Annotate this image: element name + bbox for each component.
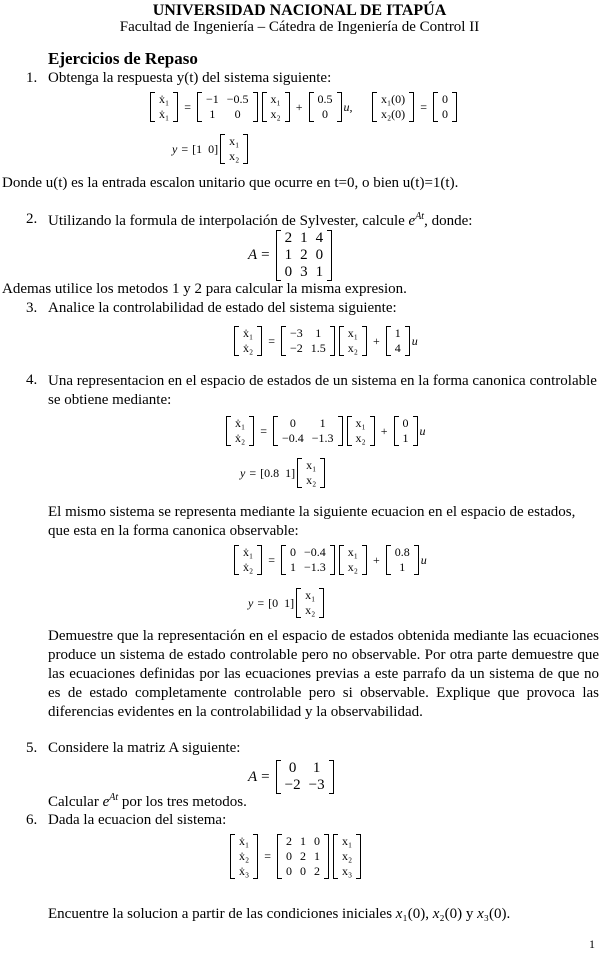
- ex1-note: Donde u(t) es la entrada escalon unitario que ocurre en t=0, o bien u(t)=1(t).: [2, 175, 459, 191]
- ex5-calc: Calcular $e^{At}$ por los tres metodos.: [48, 792, 247, 810]
- ex5-matrix-A: A = 0 1 −2 −3: [248, 760, 336, 794]
- ex4-text: Una representacion en el espacio de estados de un sistema en la forma canonica controlable se obtiene mediante:: [48, 373, 597, 408]
- ex4-observable-state: ẋ₁ ẋ₂ = 0 −0.4 1 −1.3 x₁ x₂ + 0.8 1 u: [232, 545, 427, 575]
- ex1-state-equation: ẋ₁ ẋ₁ = −1 −0.5 1 0 x₁ x₂ + 0.5 0 u,: [148, 92, 353, 122]
- ex2-note: Ademas utilice los metodos 1 y 2 para calcular la misma expresion.: [2, 281, 407, 297]
- ex4-mid-text: El mismo sistema se representa mediante la siguiente ecuacion en el espacio de estados, que esta en la forma canonica observable:: [48, 504, 576, 539]
- ex6-conclusion: Encuentre la solucion a partir de las condiciones iniciales x₁(0), x₂(0) y x₃(0).: [48, 906, 511, 922]
- faculty-subtitle: Facultad de Ingeniería – Cátedra de Ingeniería de Control II: [119, 19, 480, 35]
- ex3-number: 3.: [26, 300, 38, 316]
- ex1-initial-conditions: x₁(0) x₂(0) = 0 0: [370, 92, 459, 122]
- ex1-text: Obtenga la respuesta y(t) del sistema siguiente:: [48, 70, 332, 86]
- ex2-matrix-A: A = 2 1 4 1 2 0 0 3 1: [248, 230, 334, 281]
- ex5-text: Considere la matriz A siguiente:: [48, 740, 241, 756]
- ex1-output-equation: y = [1 0] x₁ x₂: [172, 134, 250, 164]
- ex4-conclusion: Demuestre que la representación en el espacio de estados obtenida mediante las ecuaciones produce un sistema de estado controlable pero no observable. Por otra parte demuestre que las ecuaciones definidas por las ecuaciones previas a este parrafo da un sistema de que no es de estado completamente controlable pero si observable. Explique que provoca las diferencias evidentes en la controlabilidad y la observabilidad.: [48, 628, 599, 720]
- university-title: UNIVERSIDAD NACIONAL DE ITAPÚA: [152, 2, 447, 19]
- page-number: 1: [589, 937, 595, 951]
- ex3-state-equation: ẋ₁ ẋ₂ = −3 1 −2 1.5 x₁ x₂ + 1 4 u: [232, 326, 418, 356]
- ex6-text: Dada la ecuacion del sistema:: [48, 812, 227, 828]
- ex2-number: 2.: [26, 211, 38, 227]
- ex1-number: 1.: [26, 70, 38, 86]
- ex6-number: 6.: [26, 812, 38, 828]
- ex4-observable-output: y = [0 1] x₁ x₂: [248, 588, 326, 618]
- ex5-number: 5.: [26, 740, 38, 756]
- ex4-controllable-output: y = [0.8 1] x₁ x₂: [240, 458, 327, 488]
- ex6-system-equation: ẋ₁ ẋ₂ ẋ₃ = 2 1 0 0 2 1 0 0 2 x₁ x₂ x₃: [228, 834, 363, 879]
- ex3-text: Analice la controlabilidad de estado del sistema siguiente:: [48, 300, 397, 316]
- ex4-controllable-state: ẋ₁ ẋ₂ = 0 1 −0.4 −1.3 x₁ x₂ + 0 1 u: [224, 416, 426, 446]
- section-title: Ejercicios de Repaso: [48, 49, 198, 68]
- ex4-number: 4.: [26, 372, 38, 388]
- ex2-text: Utilizando la formula de interpolación de Sylvester, calcule $e^{At}$, donde:: [48, 211, 473, 229]
